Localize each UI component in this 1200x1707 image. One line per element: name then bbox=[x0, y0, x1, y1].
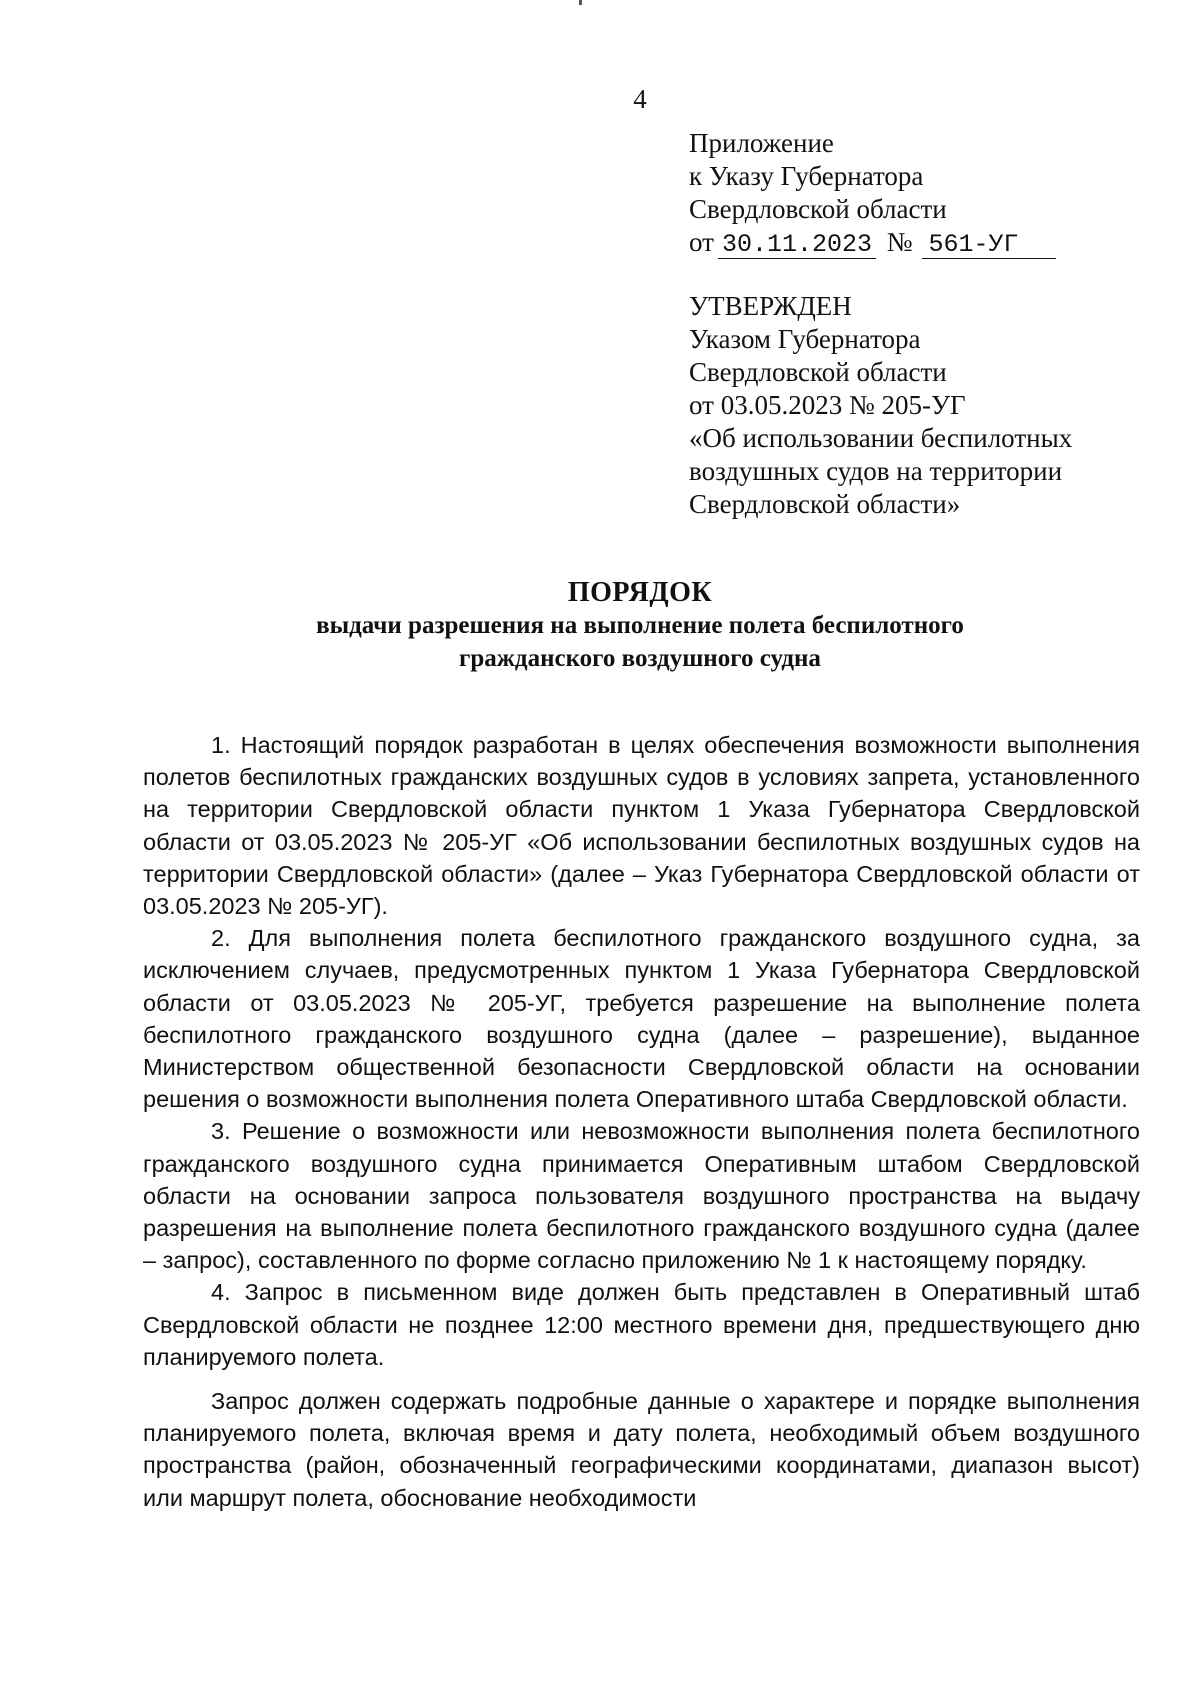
number-prefix: № bbox=[886, 227, 913, 257]
approved-line: Указом Губернатора bbox=[689, 324, 921, 354]
scan-mark bbox=[579, 0, 582, 5]
approved-line: Свердловской области bbox=[689, 357, 947, 387]
approved-line: Свердловской области» bbox=[689, 489, 961, 519]
appendix-line: к Указу Губернатора bbox=[689, 161, 924, 191]
title-main: ПОРЯДОК bbox=[567, 577, 713, 608]
approved-line: воздушных судов на территории bbox=[689, 456, 1063, 486]
title-subtitle: гражданского воздушного судна bbox=[459, 645, 821, 672]
document-title bbox=[140, 576, 1140, 675]
approved-line: «Об использовании беспилотных bbox=[689, 423, 1073, 453]
approved-line: от 03.05.2023 № 205-УГ bbox=[689, 390, 966, 420]
date-field: 30.11.2023 bbox=[718, 232, 876, 259]
approved-block bbox=[689, 290, 1072, 521]
paragraph: 2. Для выполнения полета беспилотного гражданского воздушного судна, за исключением случаев, предусмотренных пунктом 1 Указа Губернатора Свердловской области от 03.05.2023 № 205-УГ, требуется разрешение на выполнение полета беспилотного гражданского воздушного судна (далее – разрешение), выданное Министерством общественной безопасности Свердловской области на основании решения о возможности выполнения полета Оперативного штаба Свердловской области. bbox=[143, 925, 1140, 1113]
page-number: 4 bbox=[633, 84, 647, 114]
paragraph: 4. Запрос в письменном виде должен быть представлен в Оперативный штаб Свердловской области не позднее 12:00 местного времени дня, предшествующего дню планируемого полета. bbox=[143, 1279, 1140, 1370]
appendix-block bbox=[689, 127, 1056, 259]
paragraph: 3. Решение о возможности или невозможности выполнения полета беспилотного гражданского воздушного судна принимается Оперативным штабом Свердловской области на основании запроса пользователя воздушного пространства на выдачу разрешения на выполнение полета беспилотного гражданского воздушного судна (далее – запрос), составленного по форме согласно приложению № 1 к настоящему порядку. bbox=[143, 1118, 1140, 1274]
appendix-line: Свердловской области bbox=[689, 194, 947, 224]
title-subtitle: выдачи разрешения на выполнение полета беспилотного bbox=[316, 612, 964, 639]
date-prefix: от bbox=[689, 227, 714, 257]
paragraph: Запрос должен содержать подробные данные о характере и порядке выполнения планируемого полета, включая время и дату полета, необходимый объем воздушного пространства (район, обозначенный географическими координатами, диапазон высот) или маршрут полета, обоснование необходимости bbox=[143, 1388, 1140, 1511]
document-body bbox=[143, 729, 1140, 1514]
appendix-line: Приложение bbox=[689, 128, 834, 158]
number-field: 561-УГ bbox=[922, 232, 1056, 259]
appendix-date-line bbox=[689, 226, 1056, 259]
paragraph: 1. Настоящий порядок разработан в целях обеспечения возможности выполнения полетов беспилотных гражданских воздушных судов в условиях запрета, установленного на территории Свердловской области пунктом 1 Указа Губернатора Свердловской области от 03.05.2023 № 205-УГ «Об использовании беспилотных воздушных судов на территории Свердловской области» (далее – Указ Губернатора Свердловской области от 03.05.2023 № 205-УГ). bbox=[143, 732, 1140, 920]
approved-line: УТВЕРЖДЕН bbox=[689, 291, 852, 321]
